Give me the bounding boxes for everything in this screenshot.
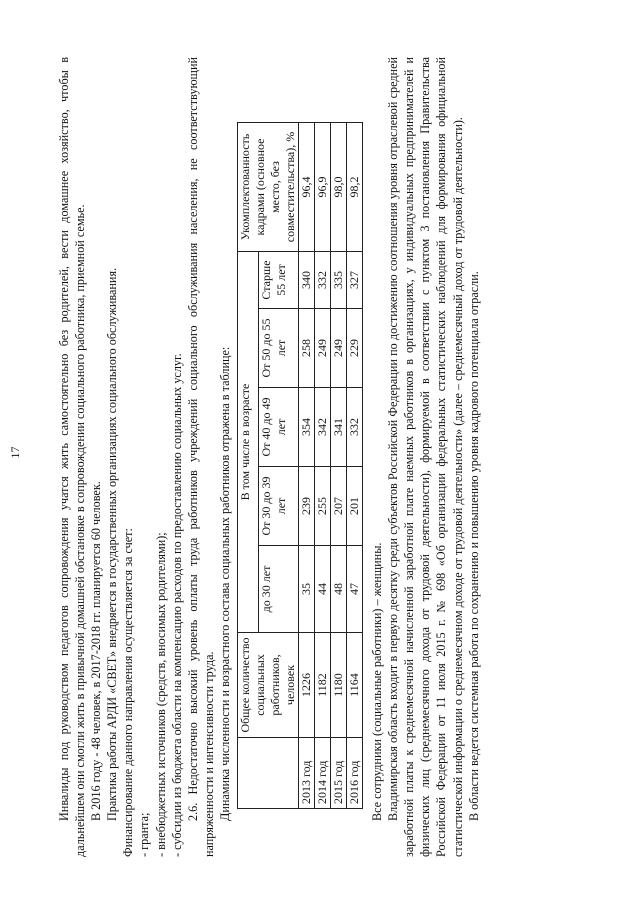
cell-total: 1164 (347, 633, 363, 738)
cell-total: 1182 (315, 633, 331, 738)
cell-year: 2015 год (331, 738, 347, 809)
paragraph: Все сотрудники (социальные работники) – женщины. (370, 542, 385, 821)
cell-age: 354 (299, 388, 315, 467)
cell-age: 332 (315, 252, 331, 309)
staff-table (237, 122, 363, 809)
table-header-empty (238, 738, 299, 809)
cell-age: 207 (331, 467, 347, 546)
cell-age: 201 (347, 467, 363, 546)
cell-age: 229 (347, 309, 363, 388)
table-header-age: От 30 до 39 лет (258, 467, 298, 546)
paragraph: Владимирская область входит в первую десятку среди субъектов Российской Федерации по достижению соотношения уровня отраслевой средней заработной платы к среднемесячной начисленной заработной плате наемных работников в организациях, у индивидуальных предпринимателей и физических лиц (среднемесячного дохода от трудовой деятельности), формируемой в соответствии с пунктом 3 постановления Правительства Российской Федерации от 11 июля 2015 г. № 698 «Об организации федеральных статистических наблюдений для формирования официальной статистической информации о среднемесячном доходе от трудовой деятельности» (далее – среднемесячный доход от трудовой деятельности). (386, 57, 465, 857)
cell-year: 2016 год (347, 738, 363, 809)
table-row (299, 123, 315, 809)
cell-age: 258 (299, 309, 315, 388)
table-row (315, 123, 331, 809)
paragraph: 2.6. Недостаточно высокий уровень оплаты труда работников учреждений социального обслуживания населения, не соответствующий напряженности и интенсивности труда. (185, 57, 216, 857)
cell-age: 44 (315, 546, 331, 633)
table-header-total: Общее количество социальных работников, человек (238, 633, 299, 738)
cell-age: 239 (299, 467, 315, 546)
paragraph: В области ведется системная работа по сохранению и повышению уровня кадрового потенциала отрасли. (466, 271, 481, 821)
cell-total: 1180 (331, 633, 347, 738)
paragraph: Инвалиды под руководством педагогов сопровождения учатся жить самостоятельно без родителей, вести домашнее хозяйство, чтобы в дальнейшем они смогли жить в привычной домашней обстановке в сопровождении социального работника, приемной семье. (57, 57, 88, 857)
table-header-age-group: В том числе в возрасте (238, 252, 259, 633)
cell-age: 48 (331, 546, 347, 633)
document-body (56, 57, 482, 857)
table-header-age: От 50 до 55 лет (258, 309, 298, 388)
cell-age: 47 (347, 546, 363, 633)
cell-age: 327 (347, 252, 363, 309)
cell-age: 335 (331, 252, 347, 309)
table-header-age: Старше 55 лет (258, 252, 298, 309)
cell-year: 2014 год (315, 738, 331, 809)
table-row (347, 123, 363, 809)
cell-age: 249 (331, 309, 347, 388)
table-header-staffing: Укомплектованность кадрами (основное место, без совместительства), % (238, 123, 299, 252)
list-item: - внебюджетных источников (средств, вносимых родителями); (153, 532, 168, 857)
paragraph: Динамика численности и возрастного состава социальных работников отражена в таблице: (217, 346, 232, 821)
list-item: - гранта; (137, 812, 152, 857)
cell-pct: 96,9 (315, 123, 331, 252)
cell-age: 341 (331, 388, 347, 467)
cell-age: 342 (315, 388, 331, 467)
cell-pct: 98,0 (331, 123, 347, 252)
cell-age: 249 (315, 309, 331, 388)
paragraph: Практика работы АРДИ «СВЕТ» внедряется в государственных организациях социального обслуживания. (105, 267, 120, 821)
page-number: 17 (8, 446, 22, 459)
cell-age: 340 (299, 252, 315, 309)
table-header-age: до 30 лет (258, 546, 298, 633)
table-row (331, 123, 347, 809)
list-item: - субсидии из бюджета области на компенсацию расходов по предоставлению социальных услуг. (169, 353, 184, 857)
paragraph: Финансирование данного направления осуществляется за счет: (121, 528, 136, 857)
cell-age: 255 (315, 467, 331, 546)
cell-pct: 96,4 (299, 123, 315, 252)
cell-year: 2013 год (299, 738, 315, 809)
cell-age: 332 (347, 388, 363, 467)
cell-total: 1226 (299, 633, 315, 738)
cell-pct: 98,2 (347, 123, 363, 252)
paragraph: В 2016 году - 48 человек, в 2017-2018 гг. планируется 60 человек. (89, 481, 104, 821)
cell-age: 35 (299, 546, 315, 633)
table-header-age: От 40 до 49 лет (258, 388, 298, 467)
